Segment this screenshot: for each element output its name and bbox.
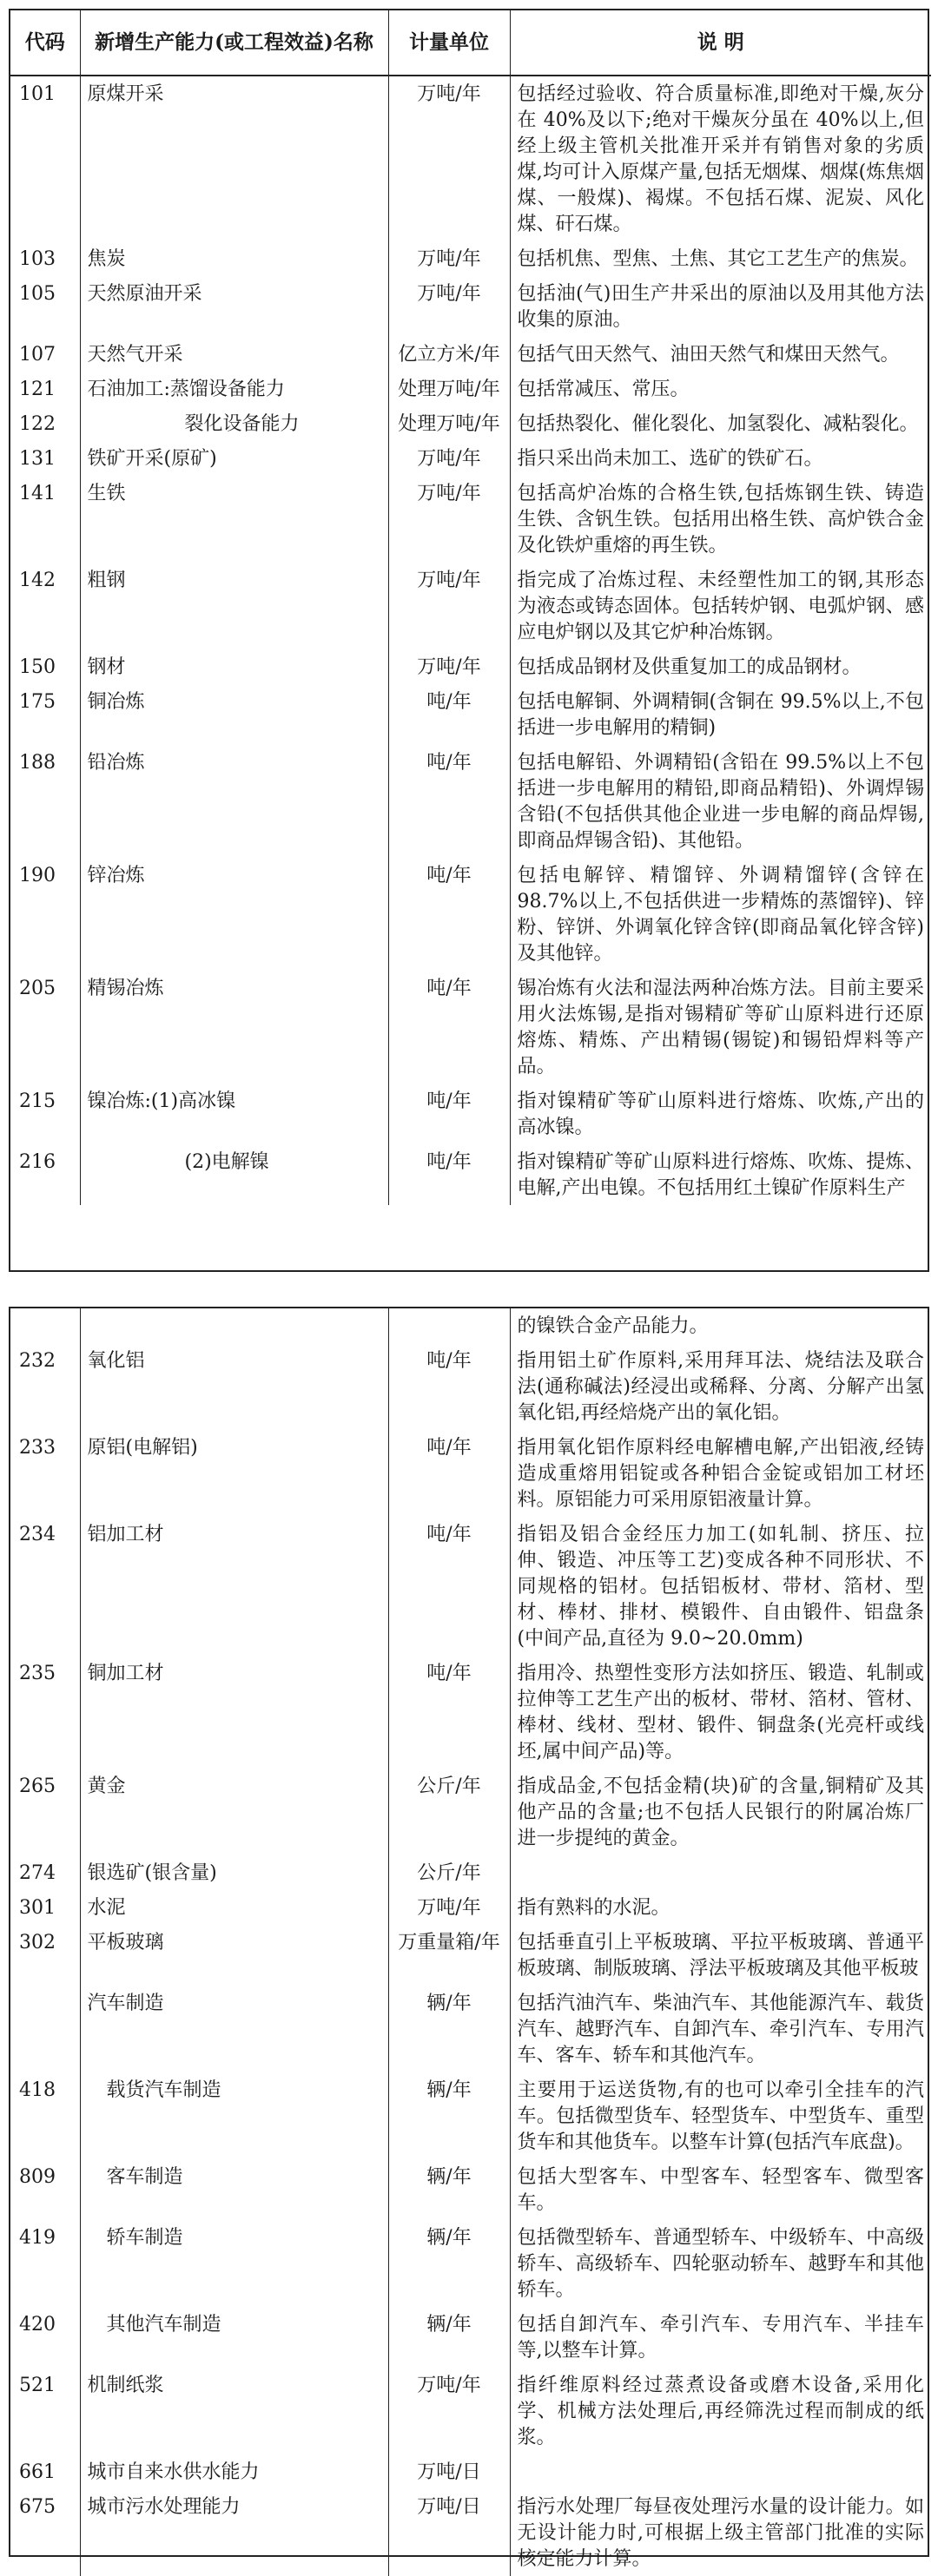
cell-code: 205 xyxy=(10,971,80,1084)
cell-name: 原铝(电解铝) xyxy=(80,1430,388,1517)
header-name: 新增生产能力(或工程效益)名称 xyxy=(80,10,388,76)
table-row xyxy=(10,2159,931,2220)
cell-name: 精锡冶炼 xyxy=(80,971,388,1084)
cell-code: 418 xyxy=(10,2072,80,2159)
table-row xyxy=(10,476,931,563)
table-row xyxy=(10,76,931,241)
table-row xyxy=(10,406,931,441)
cell-desc xyxy=(510,2454,931,2489)
cell-unit: 万吨/日 xyxy=(388,2454,510,2489)
cell-desc: 指只采出尚未加工、选矿的铁矿石。 xyxy=(517,448,823,470)
cell-desc: 包括电解锌、精馏锌、外调精馏锌(含锌在98.7%以上,不包括供进一步精炼的蒸馏锌)、锌粉、锌饼、外调氧化锌含锌(即商品氧化锌含锌)及其他锌。 xyxy=(517,865,924,965)
cell-desc: 包括常减压、常压。 xyxy=(517,379,690,400)
table-row xyxy=(10,1855,931,1890)
cell-code: 101 xyxy=(10,76,80,241)
cell-name: 氧化铝 xyxy=(80,1343,388,1430)
table-row xyxy=(10,2454,931,2489)
table-row xyxy=(10,684,931,745)
table-row xyxy=(10,441,931,476)
table-row xyxy=(10,858,931,971)
cell-desc: 指污水处理厂每昼夜处理污水量的设计能力。如无设计能力时,可根据上级主管部门批准的实际核定能力计算。 xyxy=(517,2496,924,2570)
cell-code: 105 xyxy=(10,276,80,337)
cell-desc: 包括机焦、型焦、土焦、其它工艺生产的焦炭。 xyxy=(517,248,919,270)
cell-code: 419 xyxy=(10,2220,80,2307)
cell-code: 141 xyxy=(10,476,80,563)
cell-code: 150 xyxy=(10,649,80,684)
cell-desc: 指用冷、热塑性变形方法如挤压、锻造、轧制或拉伸等工艺生产出的板材、带材、箔材、管材、棒材、线材、型材、锻件、铜盘条(光亮杆或线坯,属中间产品)等。 xyxy=(517,1663,924,1762)
cell-code: 121 xyxy=(10,372,80,406)
table-row xyxy=(10,1656,931,1769)
cell-code: 216 xyxy=(10,1144,80,1205)
table-row xyxy=(10,1890,931,1925)
cell-unit: 万吨/年 xyxy=(388,241,510,276)
cell-unit: 吨/年 xyxy=(388,1517,510,1656)
cell-desc: 包括高炉冶炼的合格生铁,包括炼钢生铁、铸造生铁、含钒生铁。包括用出格生铁、高炉铁合金及化铁炉重熔的再生铁。 xyxy=(517,483,924,557)
cell-code: 302 xyxy=(10,1925,80,1986)
cell-unit: 吨/年 xyxy=(388,1144,510,1205)
cell-name: 银选矿(银含量) xyxy=(80,1855,388,1890)
table-row xyxy=(10,1430,931,1517)
cell-code: 107 xyxy=(10,337,80,372)
cell-name: 水泥 xyxy=(80,1890,388,1925)
cell-name: 石油加工:蒸馏设备能力 xyxy=(80,372,388,406)
cell-desc: 包括大型客车、中型客车、轻型客车、微型客车。 xyxy=(517,2166,924,2214)
cell-code: 420 xyxy=(10,2307,80,2368)
table-row xyxy=(10,1517,931,1656)
cell-name: 锌冶炼 xyxy=(80,858,388,971)
cell-code: 809 xyxy=(10,2159,80,2220)
cell-desc: 包括垂直引上平板玻璃、平拉平板玻璃、普通平板玻璃、制版玻璃、浮法平板玻璃及其他平板玻 xyxy=(517,1932,924,1980)
cell-unit: 万重量箱/年 xyxy=(388,1925,510,1986)
table-row xyxy=(10,2368,931,2454)
capacity-table-1 xyxy=(10,10,931,1205)
cell-unit xyxy=(388,1308,510,1343)
cell-unit: 吨/年 xyxy=(388,858,510,971)
cell-desc: 包括自卸汽车、牵引汽车、专用汽车、半挂车等,以整车计算。 xyxy=(517,2314,924,2362)
cell-desc: 锡冶炼有火法和湿法两种冶炼方法。目前主要采用火法炼锡,是指对锡精矿等矿山原料进行还原熔炼、精炼、产出精锡(锡锭)和锡铅焊料等产品。 xyxy=(517,978,924,1077)
cell-name: 原煤开采 xyxy=(80,76,388,241)
cell-desc: 指铝及铝合金经压力加工(如轧制、挤压、拉伸、锻造、冲压等工艺)变成各种不同形状、不同规格的铝材。包括铝板材、带材、箔材、型材、棒材、排材、模锻件、自由锻件、铝盘条(中间产品,直径为 9.0~20.0mm) xyxy=(517,1524,924,1650)
cell-code xyxy=(10,1986,80,2072)
cell-unit: 吨/年 xyxy=(388,1430,510,1517)
table-panel-2 xyxy=(9,1307,929,2570)
cell-code: 234 xyxy=(10,1517,80,1656)
cell-unit: 吨/年 xyxy=(388,1656,510,1769)
cell-unit: 万吨/年 xyxy=(388,1890,510,1925)
cell-desc: 指纤维原料经过蒸煮设备或磨木设备,采用化学、机械方法处理后,再经筛洗过程而制成的纸浆。 xyxy=(517,2375,924,2448)
cell-name: 汽车制造 xyxy=(80,1986,388,2072)
cell-code: 235 xyxy=(10,1656,80,1769)
cell-unit: 万吨/年 xyxy=(388,649,510,684)
cell-code: 232 xyxy=(10,1343,80,1430)
cell-unit: 吨/年 xyxy=(388,971,510,1084)
table-header xyxy=(10,10,931,76)
cell-name: 镍冶炼:(1)高冰镍 xyxy=(80,1084,388,1144)
table-row xyxy=(10,276,931,337)
cell-desc: 包括电解铜、外调精铜(含铜在 99.5%以上,不包括进一步电解用的精铜) xyxy=(517,691,924,739)
cell-desc: 主要用于运送货物,有的也可以牵引全挂车的汽车。包括微型货车、轻型货车、中型货车、重型货车和其他货车。以整车计算(包括汽车底盘)。 xyxy=(517,2079,924,2153)
table-row xyxy=(10,1308,931,1343)
cell-name: 其他汽车制造 xyxy=(80,2307,388,2368)
cell-unit: 万吨/年 xyxy=(388,76,510,241)
cell-code: 521 xyxy=(10,2368,80,2454)
cell-unit: 辆/年 xyxy=(388,2220,510,2307)
table-row xyxy=(10,971,931,1084)
cell-unit: 万吨/年 xyxy=(388,2368,510,2454)
header-code: 代码 xyxy=(10,10,80,76)
cell-desc: 包括成品钢材及供重复加工的成品钢材。 xyxy=(517,656,862,678)
table-row xyxy=(10,1343,931,1430)
cell-desc: 包括热裂化、催化裂化、加氢裂化、减粘裂化。 xyxy=(517,413,919,435)
cell-unit: 吨/年 xyxy=(388,1343,510,1430)
cell-code: 131 xyxy=(10,441,80,476)
cell-unit: 辆/年 xyxy=(388,2307,510,2368)
cell-unit: 公斤/年 xyxy=(388,1769,510,1855)
cell-unit: 处理万吨/年 xyxy=(388,372,510,406)
table-row xyxy=(10,2220,931,2307)
cell-name: 轿车制造 xyxy=(80,2220,388,2307)
cell-code: 190 xyxy=(10,858,80,971)
cell-name: 生铁 xyxy=(80,476,388,563)
table-row xyxy=(10,337,931,372)
table-row xyxy=(10,1925,931,1986)
cell-name: 铜加工材 xyxy=(80,1656,388,1769)
cell-name: 黄金 xyxy=(80,1769,388,1855)
table-row xyxy=(10,241,931,276)
cell-desc: 的镍铁合金产品能力。 xyxy=(517,1315,709,1337)
header-unit: 计量单位 xyxy=(388,10,510,76)
table-row xyxy=(10,372,931,406)
cell-desc: 包括油(气)田生产井采出的原油以及用其他方法收集的原油。 xyxy=(517,283,924,331)
cell-name xyxy=(80,1308,388,1343)
cell-name: 客车制造 xyxy=(80,2159,388,2220)
table-panel-1 xyxy=(9,9,929,1272)
cell-desc: 指成品金,不包括金精(块)矿的含量,铜精矿及其他产品的含量;也不包括人民银行的附属冶炼厂进一步提纯的黄金。 xyxy=(517,1776,924,1849)
cell-desc: 包括微型轿车、普通型轿车、中级轿车、中高级轿车、高级轿车、四轮驱动轿车、越野车和其他轿车。 xyxy=(517,2227,924,2301)
table-row xyxy=(10,649,931,684)
cell-code: 274 xyxy=(10,1855,80,1890)
cell-desc xyxy=(510,1855,931,1890)
cell-desc: 指用铝土矿作原料,采用拜耳法、烧结法及联合法(通称碱法)经浸出或稀释、分离、分解产出氢氧化铝,再经焙烧产出的氧化铝。 xyxy=(517,1350,924,1424)
cell-name: 城市污水处理能力 xyxy=(80,2489,388,2576)
cell-unit: 辆/年 xyxy=(388,1986,510,2072)
cell-code: 122 xyxy=(10,406,80,441)
cell-desc: 包括电解铅、外调精铅(含铅在 99.5%以上不包括进一步电解用的精铅,即商品精铅)、外调焊锡含铅(不包括供其他企业进一步电解的商品焊锡,即商品焊锡含铅)、其他铅。 xyxy=(517,752,924,852)
cell-name: 铝加工材 xyxy=(80,1517,388,1656)
cell-desc: 包括气田天然气、油田天然气和煤田天然气。 xyxy=(517,344,900,366)
table-row xyxy=(10,1986,931,2072)
cell-code: 175 xyxy=(10,684,80,745)
cell-name: 铅冶炼 xyxy=(80,745,388,858)
cell-unit: 处理万吨/年 xyxy=(388,406,510,441)
cell-unit: 辆/年 xyxy=(388,2159,510,2220)
table-row xyxy=(10,745,931,858)
cell-name: 钢材 xyxy=(80,649,388,684)
table-row xyxy=(10,1084,931,1144)
table-row xyxy=(10,2307,931,2368)
cell-name: 城市自来水供水能力 xyxy=(80,2454,388,2489)
cell-name: 铁矿开采(原矿) xyxy=(80,441,388,476)
cell-name: 裂化设备能力 xyxy=(80,406,388,441)
table-row xyxy=(10,1769,931,1855)
cell-code: 103 xyxy=(10,241,80,276)
cell-name: 焦炭 xyxy=(80,241,388,276)
cell-name: 载货汽车制造 xyxy=(80,2072,388,2159)
table-body-2 xyxy=(10,1308,931,2576)
cell-desc: 指对镍精矿等矿山原料进行熔炼、吹炼、提炼、电解,产出电镍。不包括用红土镍矿作原料生产 xyxy=(517,1151,924,1199)
cell-desc: 包括经过验收、符合质量标准,即绝对干燥,灰分在 40%及以下;绝对干燥灰分虽在 40%以上,但经上级主管机关批准开采并有销售对象的劣质煤,均可计入原煤产量,包括无烟煤、烟煤(炼焦烟煤、一般煤)、褐煤。不包括石煤、泥炭、风化煤、矸石煤。 xyxy=(517,83,924,235)
cell-unit: 吨/年 xyxy=(388,745,510,858)
cell-desc: 包括汽油汽车、柴油汽车、其他能源汽车、载货汽车、越野汽车、自卸汽车、牵引汽车、专用汽车、客车、轿车和其他汽车。 xyxy=(517,1993,924,2066)
cell-desc: 指对镍精矿等矿山原料进行熔炼、吹炼,产出的高冰镍。 xyxy=(517,1090,924,1138)
table-row xyxy=(10,2072,931,2159)
capacity-table-2 xyxy=(10,1308,931,2576)
cell-code: 142 xyxy=(10,563,80,649)
cell-code: 188 xyxy=(10,745,80,858)
cell-desc: 指有熟料的水泥。 xyxy=(517,1897,670,1919)
cell-unit: 万吨/年 xyxy=(388,276,510,337)
cell-unit: 吨/年 xyxy=(388,1084,510,1144)
cell-desc: 指用氧化铝作原料经电解槽电解,产出铝液,经铸造成重熔用铝锭或各种铝合金锭或铝加工材坯料。原铝能力可采用原铝液量计算。 xyxy=(517,1437,924,1511)
cell-unit: 公斤/年 xyxy=(388,1855,510,1890)
cell-unit: 万吨/年 xyxy=(388,441,510,476)
cell-unit: 吨/年 xyxy=(388,684,510,745)
table-body-1 xyxy=(10,76,931,1205)
table-row xyxy=(10,1144,931,1205)
cell-name: 机制纸浆 xyxy=(80,2368,388,2454)
cell-desc: 指完成了冶炼过程、未经塑性加工的钢,其形态为液态或铸态固体。包括转炉钢、电弧炉钢、感应电炉钢以及其它炉种冶炼钢。 xyxy=(517,570,924,643)
cell-name: 粗钢 xyxy=(80,563,388,649)
table-row xyxy=(10,563,931,649)
cell-code: 233 xyxy=(10,1430,80,1517)
cell-code: 215 xyxy=(10,1084,80,1144)
table-row xyxy=(10,2489,931,2576)
cell-unit: 万吨/日 xyxy=(388,2489,510,2576)
cell-name: 天然原油开采 xyxy=(80,276,388,337)
header-desc: 说 明 xyxy=(510,10,931,76)
cell-unit: 亿立方米/年 xyxy=(388,337,510,372)
cell-name: (2)电解镍 xyxy=(80,1144,388,1205)
cell-code: 675 xyxy=(10,2489,80,2576)
cell-name: 铜冶炼 xyxy=(80,684,388,745)
cell-code: 265 xyxy=(10,1769,80,1855)
cell-unit: 万吨/年 xyxy=(388,476,510,563)
cell-unit: 辆/年 xyxy=(388,2072,510,2159)
cell-code: 301 xyxy=(10,1890,80,1925)
cell-name: 平板玻璃 xyxy=(80,1925,388,1986)
cell-code: 661 xyxy=(10,2454,80,2489)
cell-name: 天然气开采 xyxy=(80,337,388,372)
cell-code xyxy=(10,1308,80,1343)
cell-unit: 万吨/年 xyxy=(388,563,510,649)
